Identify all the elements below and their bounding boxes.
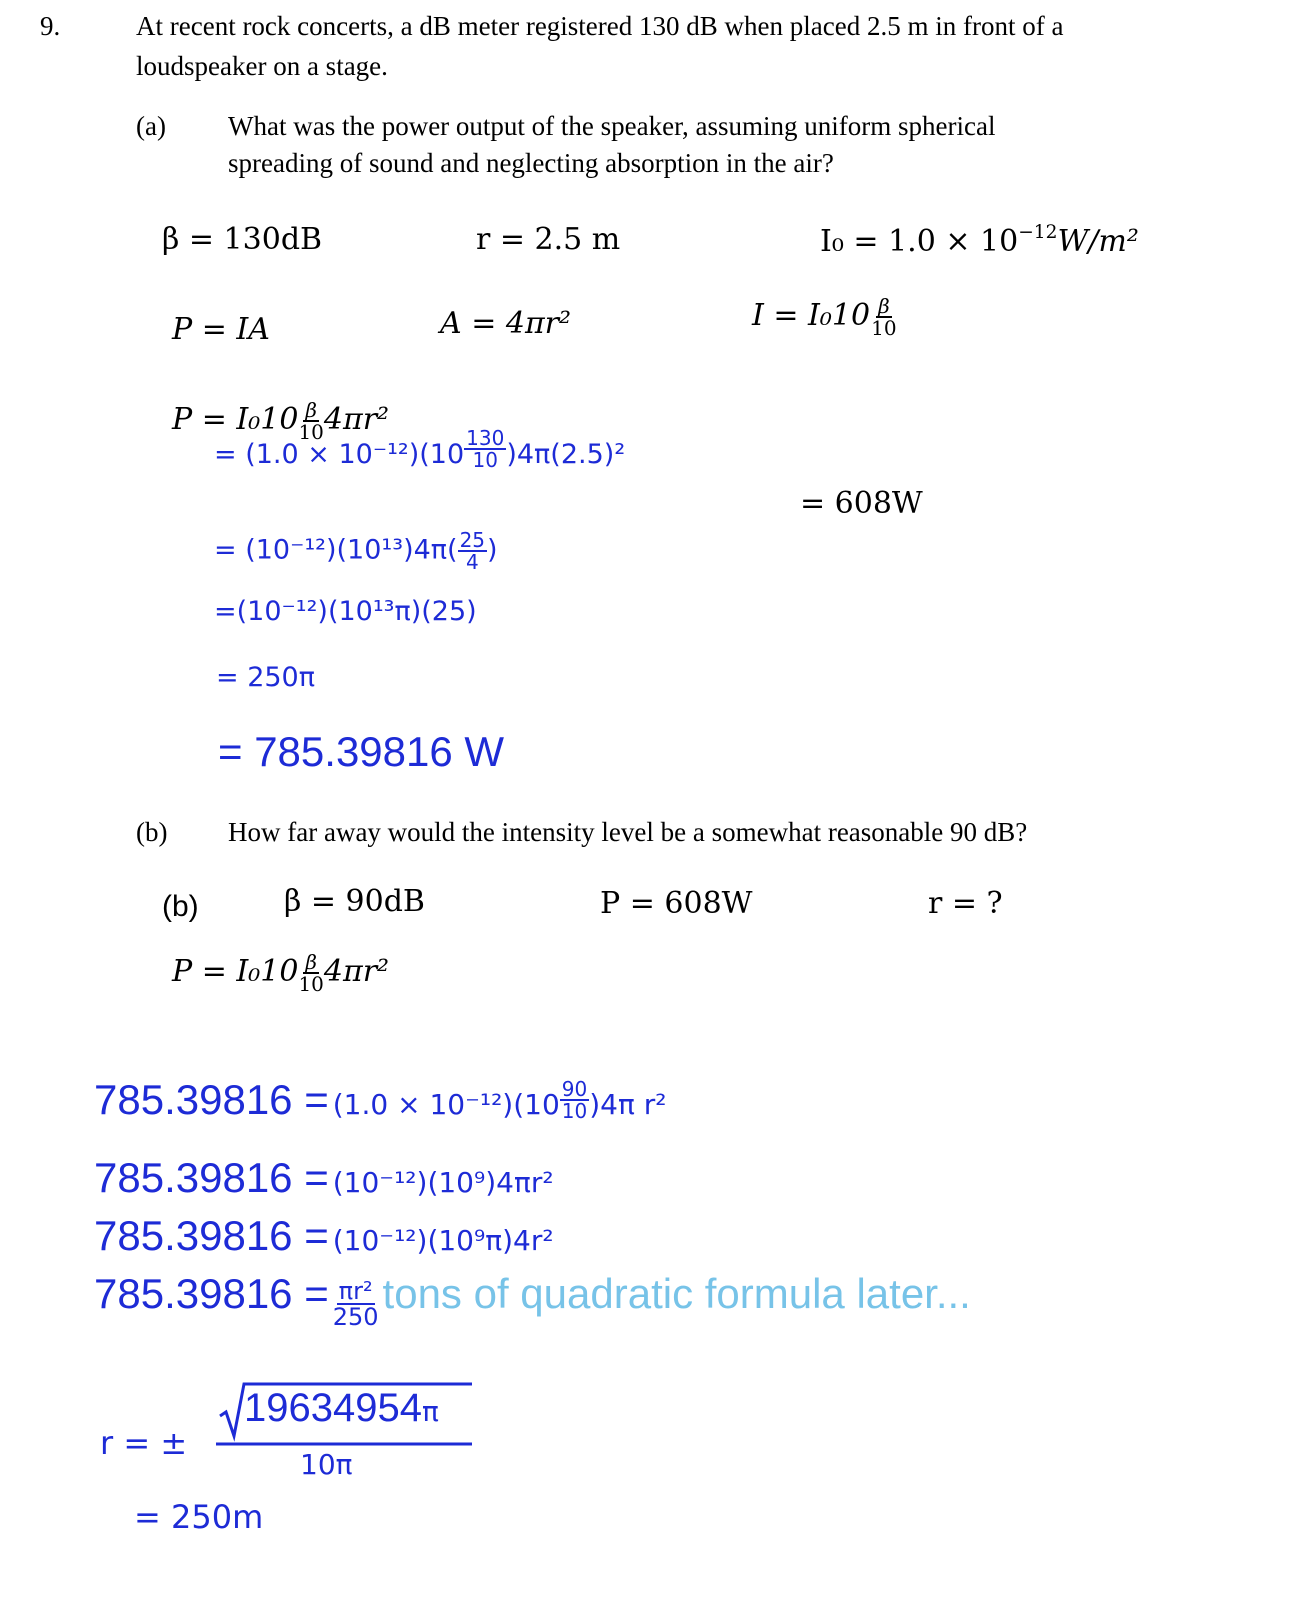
given-b-label: (b) [162, 890, 199, 923]
given-b-beta: β = 90dB [284, 884, 425, 919]
solution-b-step1: 785.39816 = (1.0 × 10⁻¹²)(10 $\frac{90}{10}$ )4π r² [94, 1076, 667, 1123]
part-a-line2: spreading of sound and neglecting absorption in the air? [228, 148, 834, 178]
given-b-power: P = 608W [600, 886, 753, 921]
part-a-line1: What was the power output of the speaker, assuming uniform spherical [228, 111, 996, 141]
problem-number: 9. [40, 11, 61, 41]
solution-a-step4: = 250π [216, 662, 315, 693]
given-r: r = 2.5 m [476, 222, 621, 257]
solution-a-final: = 785.39816 W [218, 728, 505, 775]
problem-statement-line2: loudspeaker on a stage. [136, 51, 388, 81]
part-b-label: (b) [136, 817, 168, 847]
solution-a-side-result: = 608W [800, 486, 923, 521]
r-denominator: 10π [300, 1448, 353, 1481]
solution-b-step2: 785.39816 = (10⁻¹²)(10⁹)4πr² [94, 1154, 554, 1201]
solution-a-formula: P = I₀10 $\frac{\beta}{10}$ 4πr² [172, 398, 390, 444]
part-b-text: How far away would the intensity level be a somewhat reasonable 90 dB? [228, 817, 1028, 847]
given-beta: β = 130dB [162, 222, 323, 257]
solution-a-step2: = (10⁻¹²)(10¹³)4π( $\frac{25}{4}$ ) [214, 528, 498, 574]
given-i0: $I_0 = 1.0 \times 10^{-12}W/m^2$ [820, 222, 1139, 260]
formula-power: P = IA [172, 312, 270, 347]
solution-b-step4: 785.39816 = $\frac{\text{πr²}}{250}$ tons of quadratic formula later... [94, 1270, 971, 1332]
given-b-r: r = ? [928, 886, 1003, 921]
solution-b-step3: 785.39816 = (10⁻¹²)(10⁹π)4r² [94, 1212, 554, 1259]
solution-a-step1: = (1.0 × 10⁻¹²)(10 $\frac{130}{10}$ )4π(2.5)² [214, 426, 626, 472]
solution-b-r-lhs: r = ± [100, 1424, 188, 1462]
formula-intensity: I = I₀10 $\frac{\beta}{10}$ [752, 294, 897, 340]
formula-area: A = 4πr² [440, 306, 572, 341]
solution-b-formula: P = I₀10 $\frac{\beta}{10}$ 4πr² [172, 950, 390, 996]
solution-a-step3: =(10⁻¹²)(10¹³π)(25) [214, 596, 477, 627]
solution-b-answer: = 250m [134, 1498, 264, 1536]
r-radicand: 19634954π [244, 1386, 439, 1430]
part-a-label: (a) [136, 111, 166, 141]
problem-statement-line1: At recent rock concerts, a dB meter registered 130 dB when placed 2.5 m in front of a [136, 11, 1064, 41]
